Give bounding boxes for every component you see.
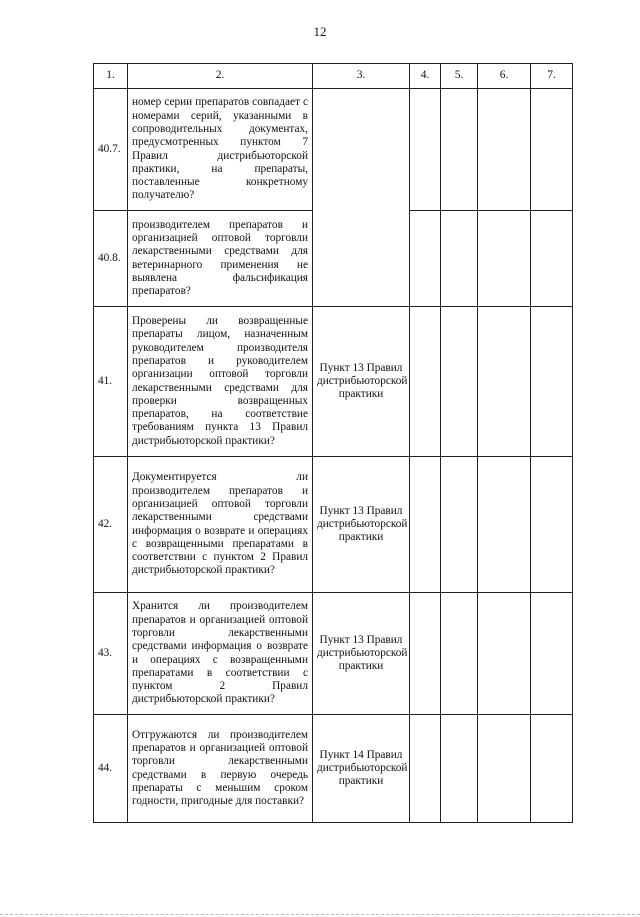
row-cell-4: [410, 715, 441, 823]
row-question: Отгружаются ли производителем препаратов и организацией оптовой торговли лекарственными средствами в первую очередь препараты с меньшим сроком годности, пригодные для поставки?: [128, 715, 313, 823]
row-question: Хранится ли производителем препаратов и организацией оптовой торговли лекарственными средствами информация о возврате и операциях с возвращенными препаратами в соответствии с пунктом 2 Правил дистрибьюторской практики?: [128, 593, 313, 715]
row-cell-5: [441, 457, 478, 593]
row-number: 43.: [94, 593, 128, 715]
row-question: производителем препаратов и организацией оптовой торговли лекарственными средствами для ветеринарного применения не выявлена фальсификация препаратов?: [128, 211, 313, 307]
header-row: [94, 64, 573, 89]
table-row: [94, 307, 573, 457]
row-cell-5: [441, 715, 478, 823]
checklist-table: [93, 63, 573, 823]
row-cell-7: [531, 457, 573, 593]
header-col-3: 3.: [313, 64, 410, 89]
header-col-1: 1.: [94, 64, 128, 89]
header-col-6: 6.: [478, 64, 531, 89]
page-number: 12: [313, 24, 327, 39]
row-reference: Пункт 13 Правил дистрибьюторской практики: [313, 457, 410, 593]
table-row: [94, 593, 573, 715]
table-row: [94, 89, 573, 211]
row-number: 42.: [94, 457, 128, 593]
row-reference: Пункт 13 Правил дистрибьюторской практики: [313, 593, 410, 715]
row-cell-6: [478, 307, 531, 457]
header-col-5: 5.: [441, 64, 478, 89]
row-cell-4: [410, 89, 441, 211]
row-cell-5: [441, 211, 478, 307]
row-cell-5: [441, 593, 478, 715]
row-reference: Пункт 14 Правил дистрибьюторской практики: [313, 715, 410, 823]
scan-edge-line: [0, 914, 640, 916]
row-cell-6: [478, 89, 531, 211]
row-cell-5: [441, 307, 478, 457]
table-row: [94, 457, 573, 593]
row-cell-4: [410, 457, 441, 593]
row-reference: [313, 89, 410, 307]
row-question: номер серии препаратов совпадает с номерами серий, указанными в сопроводительных документах, предусмотренных пунктом 7 Правил дистрибьюторской практики, на препараты, поставленные конкретному получателю?: [128, 89, 313, 211]
row-cell-6: [478, 715, 531, 823]
row-number: 40.8.: [94, 211, 128, 307]
row-number: 40.7.: [94, 89, 128, 211]
row-cell-6: [478, 593, 531, 715]
header-col-4: 4.: [410, 64, 441, 89]
row-number: 44.: [94, 715, 128, 823]
row-question: Проверены ли возвращенные препараты лицом, назначенным руководителем производителя препаратов и руководителем организации оптовой торговли лекарственными средствами для проверки возвращенных препаратов, на соответствие требованиям пункта 13 Правил дистрибьюторской практики?: [128, 307, 313, 457]
header-col-7: 7.: [531, 64, 573, 89]
row-reference: Пункт 13 Правил дистрибьюторской практики: [313, 307, 410, 457]
table-row: [94, 715, 573, 823]
row-cell-6: [478, 211, 531, 307]
header-col-2: 2.: [128, 64, 313, 89]
row-cell-6: [478, 457, 531, 593]
row-cell-7: [531, 211, 573, 307]
row-number: 41.: [94, 307, 128, 457]
row-cell-7: [531, 307, 573, 457]
row-question: Документируется ли производителем препаратов и организацией оптовой торговли лекарственными средствами информация о возврате и операциях с возвращенными препаратами в соответствии с пунктом 2 Правил дистрибьюторской практики?: [128, 457, 313, 593]
row-cell-4: [410, 593, 441, 715]
row-cell-4: [410, 211, 441, 307]
row-cell-7: [531, 593, 573, 715]
row-cell-7: [531, 715, 573, 823]
row-cell-4: [410, 307, 441, 457]
row-cell-7: [531, 89, 573, 211]
row-cell-5: [441, 89, 478, 211]
